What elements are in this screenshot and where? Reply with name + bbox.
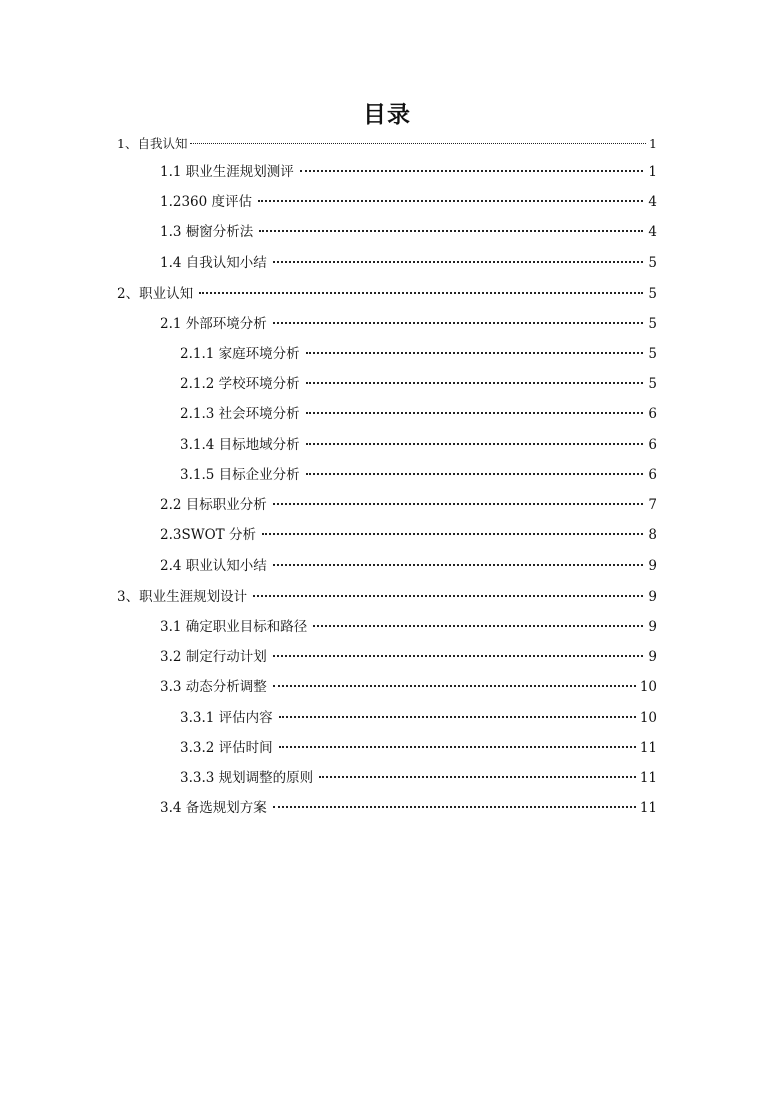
toc-entry-label: 1.3 橱窗分析法 xyxy=(160,224,254,240)
toc-entry-label: 2.3SWOT 分析 xyxy=(160,527,256,543)
toc-entry-page: 10 xyxy=(639,710,657,726)
toc-entry-page: 5 xyxy=(648,346,657,362)
toc-entry-label: 3.1.4 目标地域分析 xyxy=(180,437,300,453)
dot-leader xyxy=(313,625,643,627)
toc-entry-page: 10 xyxy=(639,679,657,695)
dot-leader xyxy=(300,170,643,172)
toc-entry-label: 1.1 职业生涯规划测评 xyxy=(160,164,294,180)
toc-entry[interactable] xyxy=(160,313,657,335)
toc-entry-label: 2.4 职业认知小结 xyxy=(160,558,267,574)
toc-entry-page: 5 xyxy=(648,255,657,271)
toc-entry-page: 4 xyxy=(648,194,657,210)
toc-entry-page: 1 xyxy=(648,164,657,180)
toc-entry[interactable] xyxy=(180,343,657,365)
toc-entry-page: 7 xyxy=(648,497,657,513)
toc-entry[interactable] xyxy=(160,524,657,546)
toc-entry[interactable] xyxy=(160,494,657,516)
toc-entry-page: 6 xyxy=(648,467,657,483)
toc-entry[interactable] xyxy=(180,373,657,395)
toc-entry-page: 9 xyxy=(648,649,657,665)
toc-entry-page: 9 xyxy=(648,558,657,574)
dot-leader xyxy=(273,806,636,808)
toc-entry-label: 1.2360 度评估 xyxy=(160,194,253,210)
dot-leader xyxy=(190,143,646,144)
toc-entry[interactable] xyxy=(117,586,657,608)
dot-leader xyxy=(273,685,636,687)
toc-entry-label: 2.2 目标职业分析 xyxy=(160,497,267,513)
toc-entry[interactable] xyxy=(180,737,657,759)
toc-entry-label: 3.4 备选规划方案 xyxy=(160,800,267,816)
dot-leader xyxy=(273,655,643,657)
toc-entry-page: 4 xyxy=(648,224,657,240)
dot-leader xyxy=(273,564,643,566)
toc-entry-page: 6 xyxy=(648,437,657,453)
toc-entry-label: 1、自我认知 xyxy=(117,136,188,151)
dot-leader xyxy=(273,503,643,505)
toc-entry-label: 2、职业认知 xyxy=(117,286,194,302)
toc-entry-label: 3.3.2 评估时间 xyxy=(180,740,273,756)
toc-entry[interactable] xyxy=(160,221,657,243)
toc-entry-label: 3.1.5 目标企业分析 xyxy=(180,467,300,483)
toc-title: 目录 xyxy=(363,102,411,128)
toc-entry-page: 11 xyxy=(639,770,657,786)
toc-entry-label: 2.1.1 家庭环境分析 xyxy=(180,346,300,362)
dot-leader xyxy=(306,382,643,384)
toc-entry-label: 3.3 动态分析调整 xyxy=(160,679,267,695)
toc-entry[interactable] xyxy=(160,646,657,668)
toc-entry-page: 5 xyxy=(648,286,657,302)
dot-leader xyxy=(319,776,636,778)
toc-entry-label: 3.3.3 规划调整的原则 xyxy=(180,770,314,786)
toc-entry-page: 1 xyxy=(649,136,657,151)
toc-entry-page: 5 xyxy=(648,316,657,332)
toc-entry-page: 11 xyxy=(639,800,657,816)
toc-entry[interactable] xyxy=(180,767,657,789)
toc-entry[interactable] xyxy=(180,403,657,425)
toc-entry-label: 2.1.2 学校环境分析 xyxy=(180,376,300,392)
toc-entry-label: 1.4 自我认知小结 xyxy=(160,255,267,271)
dot-leader xyxy=(306,473,643,475)
toc-entry[interactable] xyxy=(160,191,657,213)
dot-leader xyxy=(306,412,643,414)
toc-entry-label: 2.1 外部环境分析 xyxy=(160,316,267,332)
dot-leader xyxy=(273,261,643,263)
toc-entry[interactable] xyxy=(117,283,657,305)
dot-leader xyxy=(258,200,643,202)
dot-leader xyxy=(306,352,643,354)
toc-entry[interactable] xyxy=(160,161,657,183)
toc-entry-label: 3.3.1 评估内容 xyxy=(180,710,273,726)
toc-entry[interactable] xyxy=(180,434,657,456)
toc-entry[interactable] xyxy=(160,555,657,577)
toc-entry[interactable] xyxy=(160,797,657,819)
dot-leader xyxy=(199,292,643,294)
toc-entry-label: 3、职业生涯规划设计 xyxy=(117,589,248,605)
toc-entry-label: 3.1 确定职业目标和路径 xyxy=(160,619,308,635)
dot-leader xyxy=(306,443,643,445)
dot-leader xyxy=(253,595,643,597)
dot-leader xyxy=(279,746,636,748)
toc-entry-page: 5 xyxy=(648,376,657,392)
toc-entry[interactable] xyxy=(160,676,657,698)
toc-entry[interactable] xyxy=(160,616,657,638)
toc-entry-page: 9 xyxy=(648,619,657,635)
dot-leader xyxy=(273,322,643,324)
dot-leader xyxy=(279,716,636,718)
toc-entry-label: 2.1.3 社会环境分析 xyxy=(180,406,300,422)
toc-entry-page: 8 xyxy=(648,527,657,543)
toc-entry-page: 6 xyxy=(648,406,657,422)
toc-entry[interactable] xyxy=(160,252,657,274)
dot-leader xyxy=(262,533,643,535)
toc-entry-label: 3.2 制定行动计划 xyxy=(160,649,267,665)
toc-entry-page: 11 xyxy=(639,740,657,756)
toc-entry[interactable] xyxy=(117,133,657,155)
dot-leader xyxy=(259,230,643,232)
toc-entry[interactable] xyxy=(180,707,657,729)
toc-entry[interactable] xyxy=(180,464,657,486)
toc-entry-page: 9 xyxy=(648,589,657,605)
